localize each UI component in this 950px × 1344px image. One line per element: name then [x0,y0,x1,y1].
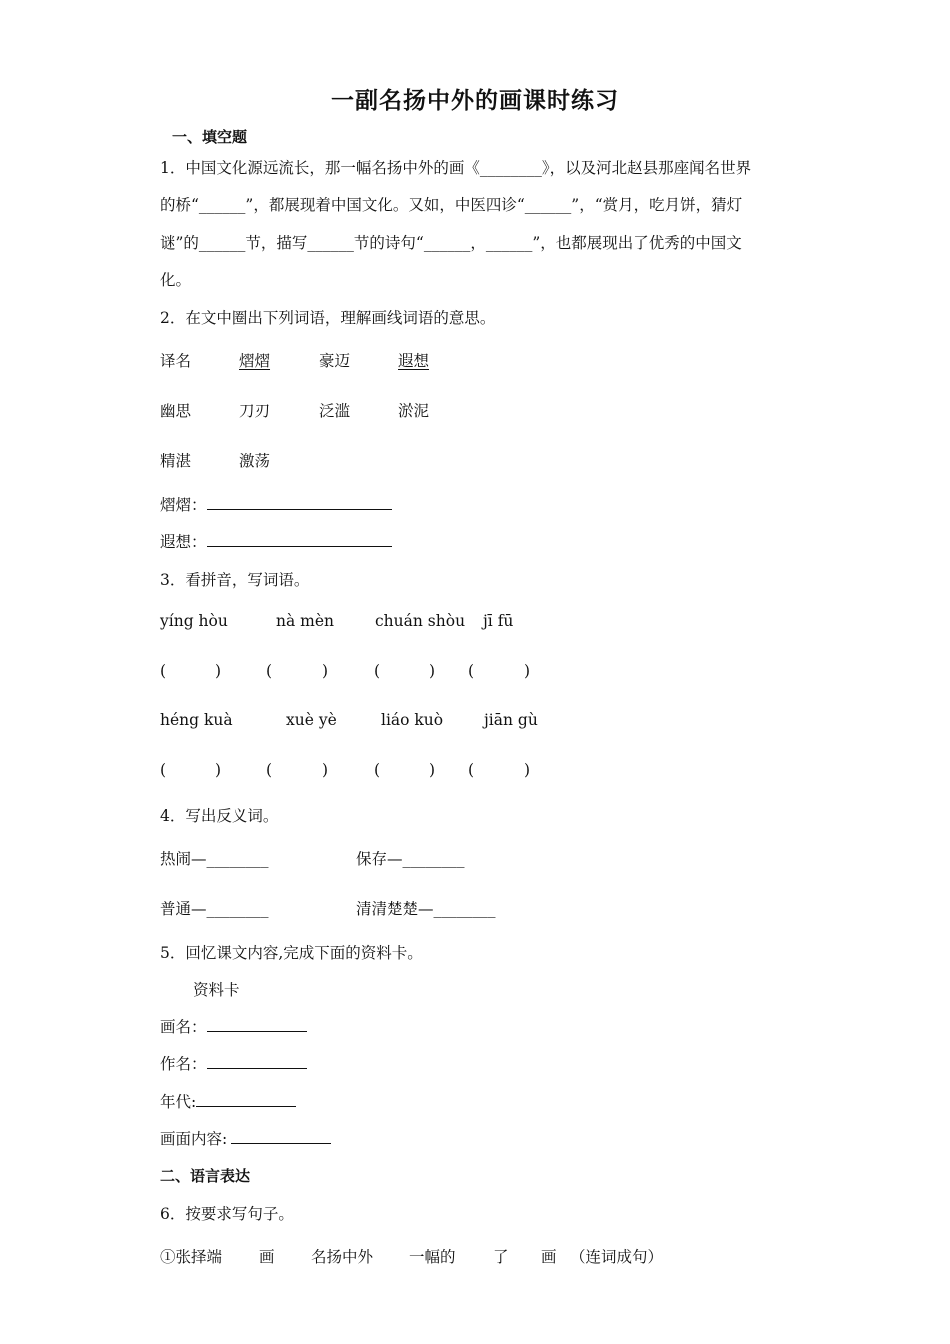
answer-blank[interactable] [196,1092,296,1107]
q1-line-1: 1．中国文化源远流长，那一幅名扬中外的画《________》，以及河北赵县那座闻名世界 [160,159,752,177]
q2-word: 精湛 [160,452,192,470]
q3-pinyin: liáo kuò [381,711,444,729]
answer-blank[interactable] [207,1017,307,1032]
q4-antonym-item: 普通—________ [160,900,269,918]
q3-paren-open: ( [160,761,167,779]
q3-paren-close: ) [429,662,436,680]
q5-card-title: 资料卡 [193,981,240,999]
q3-pinyin: jiān gù [484,711,538,729]
q2-word: 豪迈 [319,352,351,370]
q6-word: 了 [493,1248,509,1266]
q1-line-4: 化。 [160,271,192,289]
q3-pinyin: chuán shòu [375,612,466,630]
answer-blank[interactable] [231,1129,331,1144]
q3-pinyin: jī fū [483,612,514,630]
q1-line-3: 谜”的______节，描写______节的诗句“______，______”，也都展现出了优秀的中国文 [160,234,742,252]
q3-pinyin: xuè yè [286,711,337,729]
q5-field-label: 画面内容: [160,1130,228,1148]
q2-word: 激荡 [239,452,271,470]
q2-prompt: 2．在文中圈出下列词语，理解画线词语的意思。 [160,309,496,327]
q3-paren-open: ( [468,662,475,680]
q2-def-label: 熠熠： [160,496,207,514]
q2-def-label: 遐想： [160,533,207,551]
q6-word: 一幅的 [409,1248,456,1266]
q3-pinyin: nà mèn [276,612,335,630]
q6-word: 画 [541,1248,557,1266]
q6-word: 画 [259,1248,275,1266]
page-title: 一副名扬中外的画课时练习 [331,88,619,114]
q5-field-author [160,1052,307,1074]
q2-definition-xiaxiang [160,530,392,552]
q3-paren-close: ) [524,761,531,779]
q6-hint: （连词成句） [570,1248,664,1266]
q3-paren-open: ( [374,662,381,680]
q2-word: 幽思 [160,402,192,420]
q3-paren-open: ( [468,761,475,779]
q4-antonym-item: 保存—________ [356,850,465,868]
q3-pinyin: yíng hòu [160,612,228,630]
q3-paren-open: ( [266,761,273,779]
q3-paren-close: ) [322,662,329,680]
q3-paren-close: ) [215,761,222,779]
q6-word: ①张择端 [160,1248,223,1266]
q2-word: 泛滥 [319,402,351,420]
section-heading-language-expression: 二、语言表达 [160,1167,251,1185]
q3-paren-open: ( [160,662,167,680]
q4-antonym-item: 清清楚楚—________ [356,900,496,918]
q5-field-label: 作名： [160,1055,207,1073]
q3-pinyin: héng kuà [160,711,233,729]
q5-field-painting-name [160,1015,307,1037]
q4-prompt: 4．写出反义词。 [160,807,279,825]
answer-blank[interactable] [207,1054,307,1069]
answer-blank[interactable] [207,495,392,510]
q2-definition-yiyi [160,493,392,515]
q5-field-content [160,1127,331,1149]
q4-antonym-item: 热闹—________ [160,850,269,868]
q2-word: 译名 [160,352,192,370]
q6-word: 名扬中外 [311,1248,374,1266]
q5-field-era [160,1090,296,1112]
q6-prompt: 6．按要求写句子。 [160,1205,294,1223]
q5-field-label: 画名： [160,1018,207,1036]
q3-paren-open: ( [374,761,381,779]
q3-paren-close: ) [429,761,436,779]
q1-line-2: 的桥“______”，都展现着中国文化。又如，中医四诊“______”，“赏月，吃月饼，猜灯 [160,196,743,214]
q3-paren-close: ) [322,761,329,779]
answer-blank[interactable] [207,532,392,547]
q2-word-underlined: 熠熠 [239,352,271,370]
q3-paren-close: ) [215,662,222,680]
q3-paren-open: ( [266,662,273,680]
q3-paren-close: ) [524,662,531,680]
q2-word-underlined: 遐想 [398,352,430,370]
q2-word: 淤泥 [398,402,430,420]
q5-field-label: 年代: [160,1093,197,1111]
section-heading-fill-blank: 一、填空题 [172,128,248,146]
q3-prompt: 3．看拼音，写词语。 [160,571,310,589]
q5-prompt: 5．回忆课文内容,完成下面的资料卡。 [160,944,423,962]
q2-word: 刀刃 [239,402,271,420]
